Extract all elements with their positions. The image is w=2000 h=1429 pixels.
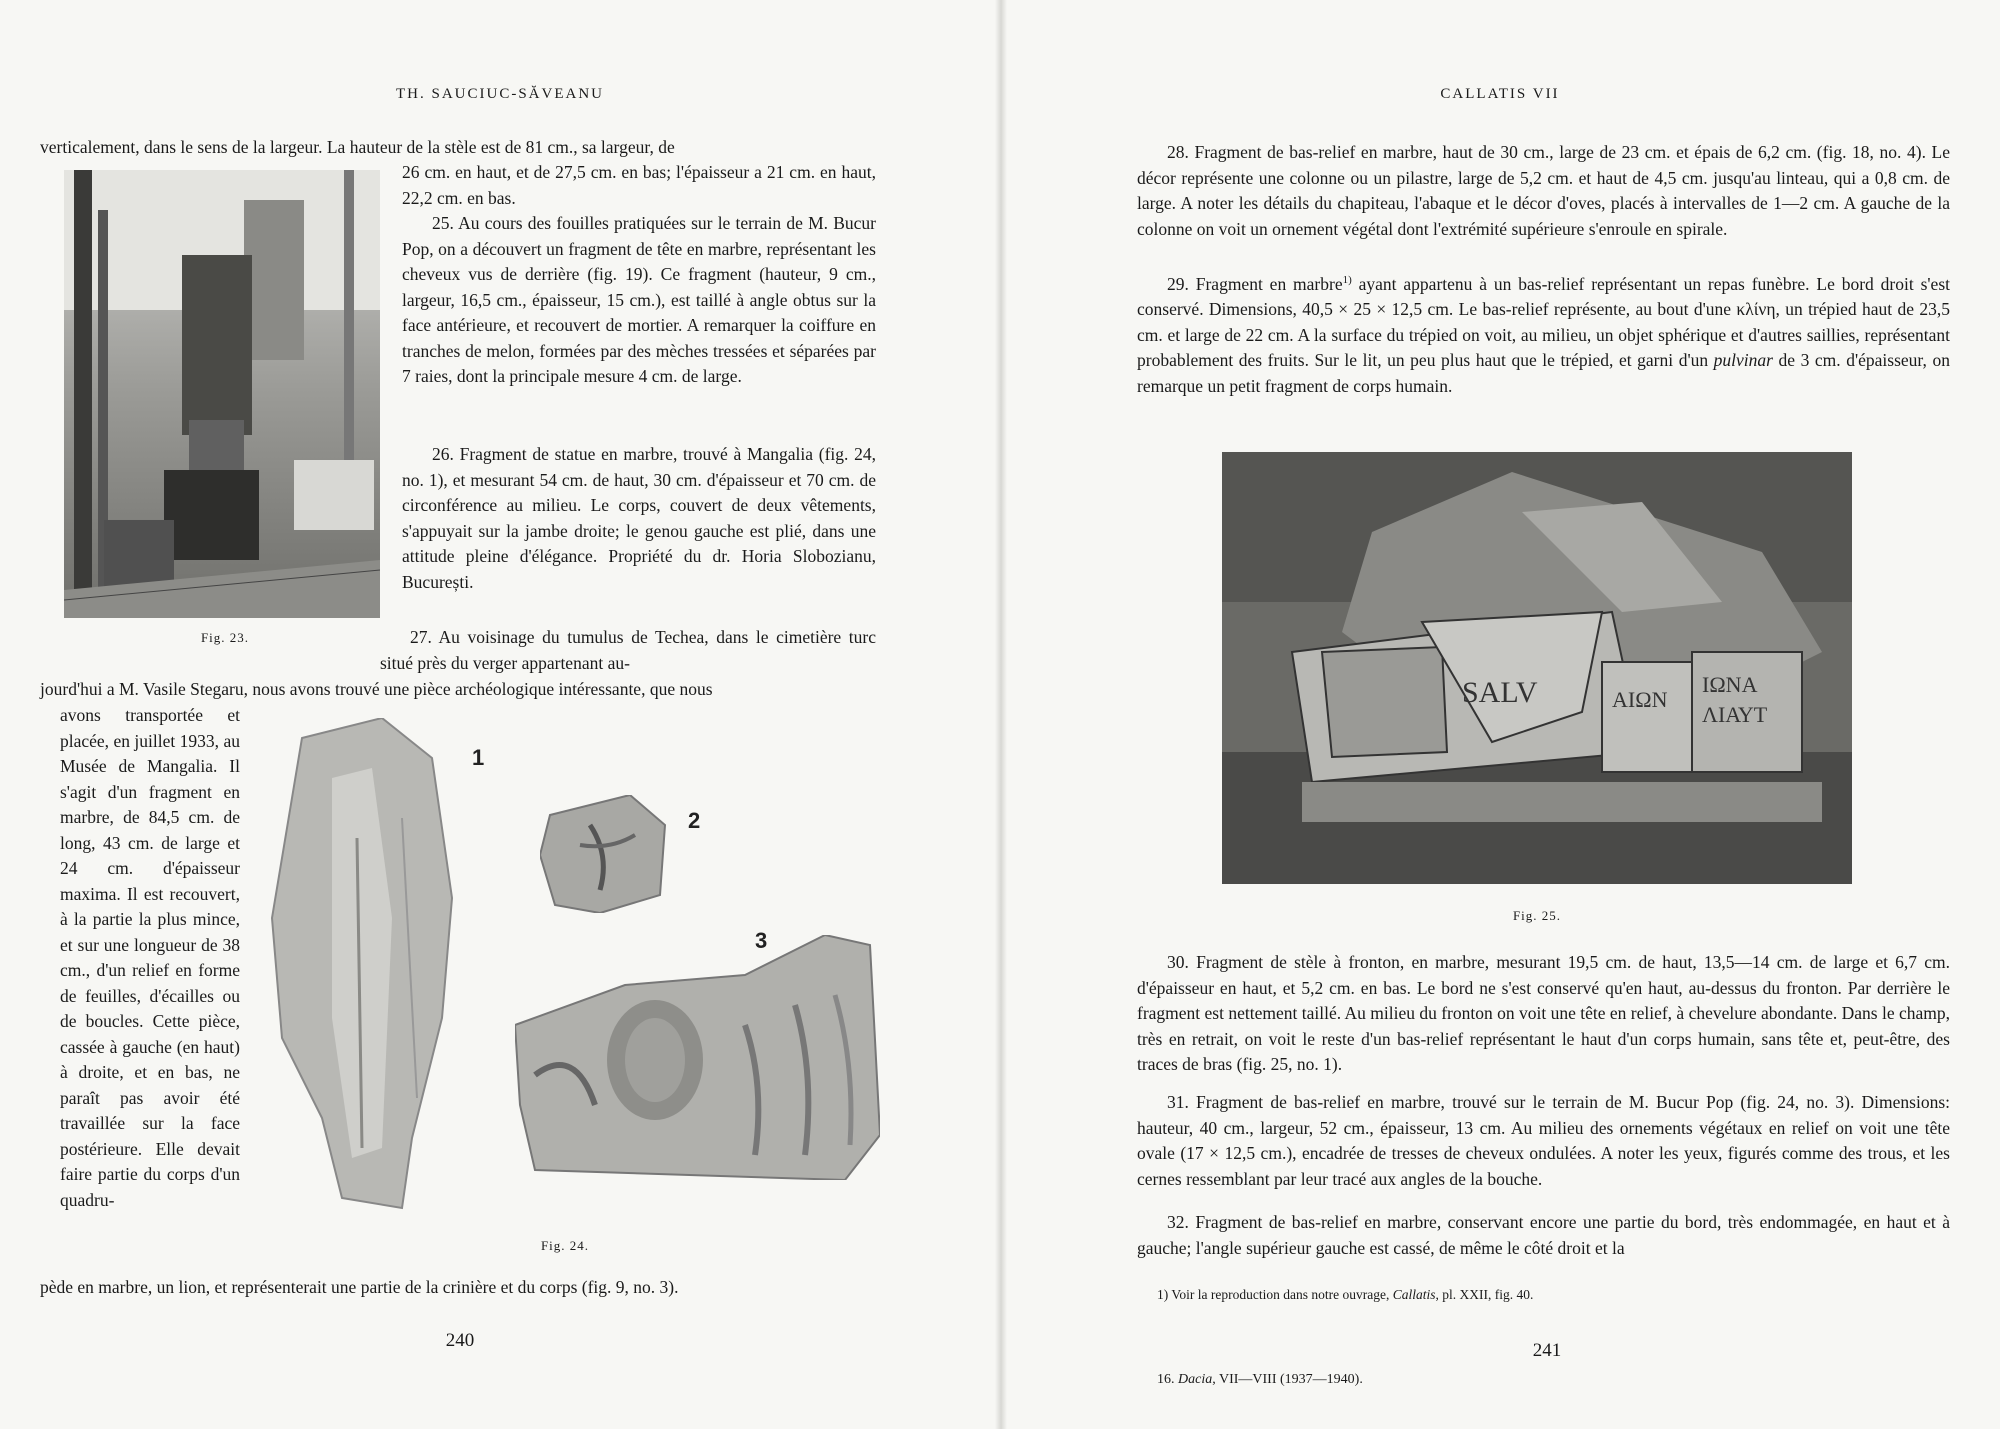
fig-24-fragment-2 (540, 795, 670, 913)
signature-number: 16. (1157, 1372, 1178, 1387)
paragraph-30: 30. Fragment de stèle à fronton, en marbre, mesurant 19,5 cm. de haut, 13,5—14 cm. de large et 6,7 cm. d'épaisseur en haut, et 5,2 cm. en bas. Le bord ne s'est conservé qu'en haut, au-dessus du fronton. Par derrière le fragment est nettement taillé. Au milieu du fronton on voit une tête en relief, à chevelure abondante. Dans le champ, très en retrait, on voit le reste d'un bas-relief représentant le haut d'un corps humain, sans tête et, peut-être, des traces de bras (fig. 25, no. 1). (1137, 952, 1950, 1074)
fig-24-label-3: 3 (755, 928, 768, 953)
footnote-1-end: , pl. XXII, fig. 40. (1435, 1287, 1534, 1302)
right-folio: 241 (1532, 1340, 1562, 1361)
footnote-marker: 1) (1342, 274, 1352, 286)
paragraph-27-head: 27. Au voisinage du tumulus de Techea, dans le cimetière turc situé près du verger appartenant au- (380, 627, 876, 673)
footnote-1 (1157, 1286, 1937, 1304)
fig-25-caption: Fig. 25. (1512, 908, 1562, 923)
signature-volume: , VII—VIII (1937—1940). (1212, 1372, 1363, 1387)
fig-24-label-2: 2 (688, 808, 701, 833)
paragraph-31: 31. Fragment de bas-relief en marbre, trouvé sur le terrain de M. Bucur Pop (fig. 24, no. 3). Dimensions: hauteur, 40 cm., largeur, 52 cm., épaisseur, 13 cm. Au milieu des ornements végétaux en relief on voit une tête ovale (17 × 12,5 cm.), encadrée de tresses de cheveux ondulées. A noter les yeux, figurés comme des trous, et les cernes ressemblant par leur tracé aux angles de la bouche. (1137, 1092, 1950, 1189)
paragraph-29-pulvinar: pulvinar (1713, 350, 1773, 371)
fig-24-label-1: 1 (472, 745, 485, 770)
fig-25-inscription-salv: SALV (1462, 676, 1538, 709)
left-folio: 240 (445, 1330, 475, 1351)
left-col-text: 26 cm. en haut, et de 27,5 cm. en bas; l'épaisseur a 21 cm. en haut, 22,2 cm. en bas. (402, 162, 876, 208)
fig-25-inscription-liayt: ΛΙΑΥΤ (1702, 702, 1768, 727)
footnote-1-start: 1) Voir la reproduction dans notre ouvrage, (1157, 1287, 1393, 1302)
book-gutter (995, 0, 1007, 1429)
paragraph-29-end: de 3 cm. d'épaisseur, on remarque un petit fragment de corps humain. (1137, 350, 1950, 396)
signature-line (1157, 1372, 1657, 1388)
left-top-line: verticalement, dans le sens de la largeur. La hauteur de la stèle est de 81 cm., sa largeur, de (40, 137, 675, 157)
paragraph-28: 28. Fragment de bas-relief en marbre, haut de 30 cm., large de 23 cm. et épais de 6,2 cm. (fig. 18, no. 4). Le décor représente une colonne ou un pilastre, large de 5,2 cm. et haut de 4,5 cm. jusqu'au linteau, qui a 0,8 cm. de large. A noter les détails du chapiteau, l'abaque et le décor d'oves, placés à intervalles de 1—2 cm. A gauche de la colonne on voit un ornement végétal dont l'extrémité supérieure s'enroule en spirale. (1137, 142, 1950, 239)
paragraph-26: 26. Fragment de statue en marbre, trouvé à Mangalia (fig. 24, no. 1), et mesurant 54 cm. de haut, 30 cm. d'épaisseur et 70 cm. de circonférence au milieu. Le corps, couvert de deux vêtements, s'appuyait sur la jambe droite; le genou gauche est plié, dans une attitude pleine d'élégance. Propriété du dr. Horia Slobozianu, București. (402, 444, 876, 592)
paragraph-29 (1137, 268, 1950, 399)
left-page (0, 0, 995, 1429)
fig-24-fragment-3 (515, 935, 880, 1180)
paragraph-25: 25. Au cours des fouilles pratiquées sur le terrain de M. Bucur Pop, on a découvert un fragment de tête en marbre, représentant les cheveux vus de derrière (fig. 19). Ce fragment (hauteur, 9 cm., largeur, 16,5 cm., épaisseur, 15 cm.), est taillé à angle obtus sur la face antérieure, et recouvert de mortier. A remarquer la coiffure en tranches de melon, formées par des mèches tressées et séparées par 7 raies, dont la principale mesure 4 cm. de large. (402, 213, 876, 386)
fig-24-fragment-1 (262, 718, 472, 1218)
left-running-head: TH. SAUCIUC-SĂVEANU (395, 86, 604, 102)
paragraph-27-full-line: jourd'hui a M. Vasile Stegaru, nous avons trouvé une pièce archéologique intéressante, que nous (40, 679, 713, 699)
fig-24-caption: Fig. 24. (540, 1238, 590, 1253)
fig-25-inscription-iona: ΙΩΝΑ (1702, 672, 1758, 697)
paragraph-27-end: pède en marbre, un lion, et représenterait une partie de la crinière et du corps (fig. 9, no. 3). (40, 1277, 679, 1297)
paragraph-27-narrow: avons transportée et placée, en juillet 1933, au Musée de Mangalia. Il s'agit d'un fragment en marbre, de 84,5 cm. de long, 43 cm. de large et 24 cm. d'épaisseur maxima. Il est recouvert, à la partie la plus mince, et sur une longueur de 38 cm., d'un relief en forme de feuilles, d'écailles ou de boucles. Cette pièce, cassée à gauche (en haut) à droite, et en bas, ne paraît pas avoir été travaillée sur la face postérieure. Elle devait faire partie du corps d'un quadru- (60, 705, 240, 1210)
fig-23-photo (64, 170, 380, 618)
fig-25-photo (1222, 452, 1852, 884)
right-page (1007, 0, 2000, 1429)
fig-25-inscription-aion: ΑΙΩΝ (1612, 687, 1668, 712)
footnote-1-title: Callatis (1392, 1287, 1436, 1302)
paragraph-29-body: ayant appartenu à un bas-relief représentant un repas funèbre. Le bord droit s'est conservé. Dimensions, 40,5 × 25 × 12,5 cm. Le bas-relief représente, au bout d'une κλίνη, un trépied haut de 23,5 cm. et large de 22 cm. A la surface du trépied on voit, au milieu, un objet sphérique et d'autres saillies, représentant probablement des fruits. Sur le lit, un peu plus haut que le trépied, et garni d'un (1137, 273, 1950, 371)
fig-23-caption: Fig. 23. (200, 630, 250, 645)
right-running-head: CALLATIS VII (1440, 86, 1560, 102)
paragraph-29-start: 29. Fragment en marbre (1167, 273, 1343, 294)
paragraph-32: 32. Fragment de bas-relief en marbre, conservant encore une partie du bord, très endommagée, en haut et à gauche; l'angle supérieur gauche est cassé, de même le côté droit et la (1137, 1212, 1950, 1258)
signature-journal: Dacia (1178, 1372, 1213, 1387)
